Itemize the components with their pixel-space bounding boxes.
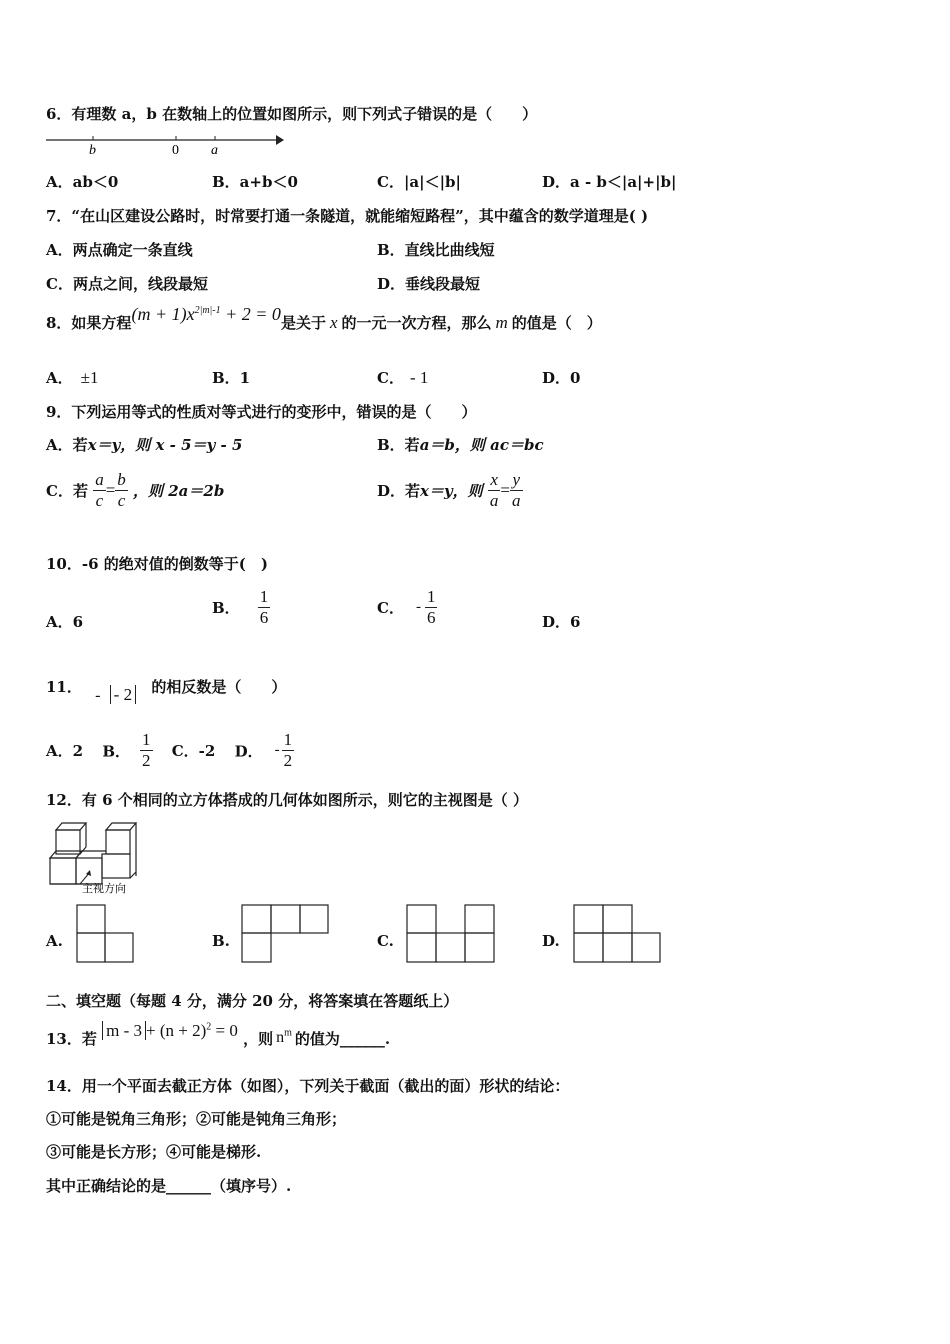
q8-option-c[interactable]: C． - 1 (377, 368, 429, 387)
q6-option-b[interactable]: B．a+b＜0 (212, 173, 298, 191)
q8-var-m: m (495, 313, 508, 332)
axis-label-zero: 0 (172, 143, 179, 158)
q7-option-b[interactable]: B．直线比曲线短 (377, 241, 495, 259)
q12-option-a-figure[interactable] (76, 904, 136, 964)
q11-option-c[interactable]: C．-2 (171, 742, 216, 760)
q11-stem: 11． - - 2 的相反数是（ ） (46, 678, 287, 704)
q9-stem: 9．下列运用等式的性质对等式进行的变形中，错误的是（ ） (46, 403, 477, 421)
q9-option-b[interactable]: B．若a＝b，则 ac＝bc (377, 436, 544, 454)
q10-b-fraction: $\frac{1}{6}$ (259, 587, 269, 627)
axis-label-b: b (89, 143, 96, 158)
q8-mid2: 的一元一次方程，那么 (341, 314, 492, 332)
q14-line-2: ③可能是长方形；④可能是梯形. (46, 1143, 262, 1161)
number-line-figure (44, 130, 294, 160)
q13-stem: 13．若 $m - 3 + (n + 2)^2 = 0$ ，则 $n^m$ 的值为______. (46, 1021, 391, 1048)
q12-option-b-figure[interactable] (241, 904, 331, 964)
q9-c-fraction-b-over-c: $\frac{b}{c}$ (117, 470, 126, 510)
q7-option-c[interactable]: C．两点之间，线段最短 (46, 275, 208, 293)
q9-d-fraction-y-over-a: $\frac{y}{a}$ (512, 470, 521, 510)
q10-option-a[interactable]: A．6 (46, 613, 84, 631)
q13-abs-expression: m - 3 (102, 1021, 146, 1040)
q12-option-c-label[interactable]: C. (377, 932, 394, 950)
q6-option-d[interactable]: D．a - b＜|a|+|b| (542, 173, 677, 191)
q12-option-d-figure[interactable] (573, 904, 663, 964)
q7-stem: 7．“在山区建设公路时，时常要打通一条隧道，就能缩短路程”，其中蕴含的数学道理是( ) (46, 207, 649, 225)
q11-option-d[interactable]: D． - $\frac{1}{2}$ (234, 730, 293, 770)
q12-view-direction-label: 主视方向 (82, 882, 126, 895)
q8-equation: $(m + 1)x^{2|m|-1} + 2 = 0$ (131, 304, 281, 324)
q8-option-b[interactable]: B．1 (212, 369, 251, 387)
q12-option-a-label[interactable]: A. (46, 932, 63, 950)
q12-option-b-label[interactable]: B. (212, 932, 230, 950)
q9-c-fraction-a-over-c: $\frac{a}{c}$ (95, 470, 104, 510)
q9-option-d[interactable]: D．若x＝y，则 $\frac{x}{a}$ = $\frac{y}{a}$ (377, 470, 521, 510)
axis-label-a: a (211, 143, 218, 158)
q12-option-c-figure[interactable] (406, 904, 496, 964)
q12-stem: 12．有 6 个相同的立方体搭成的几何体如图所示，则它的主视图是（ ） (46, 791, 528, 809)
q9-d-fraction-x-over-a: $\frac{x}{a}$ (489, 470, 499, 510)
q10-option-b[interactable]: B． $\frac{1}{6}$ (212, 587, 269, 627)
q9-option-a[interactable]: A．若x＝y，则 x - 5＝y - 5 (46, 436, 243, 454)
q7-option-d[interactable]: D．垂线段最短 (377, 275, 481, 293)
q14-line-3: 其中正确结论的是______（填序号）. (46, 1177, 292, 1195)
q12-cube-figure (46, 820, 146, 895)
q14-stem: 14．用一个平面去截正方体（如图），下列关于截面（截出的面）形状的结论： (46, 1077, 570, 1095)
q10-c-fraction: $\frac{1}{6}$ (426, 587, 436, 627)
q7-option-a[interactable]: A．两点确定一条直线 (46, 241, 193, 259)
q8-exponent: 2|m|-1 (194, 305, 221, 316)
q12-option-d-label[interactable]: D. (542, 932, 560, 950)
q11-options (46, 730, 294, 771)
section-2-title: 二、填空题（每题 4 分，满分 20 分，将答案填在答题纸上） (46, 992, 459, 1010)
q8-var-x: x (329, 313, 338, 332)
q11-abs-expression: - 2 (110, 685, 136, 704)
q10-option-c[interactable]: C． - $\frac{1}{6}$ (377, 587, 436, 627)
q11-d-fraction: $\frac{1}{2}$ (283, 730, 293, 770)
q10-stem: 10．-6 的绝对值的倒数等于( ) (46, 555, 268, 573)
q6-option-c[interactable]: C．|a|＜|b| (377, 173, 461, 191)
q8-option-d[interactable]: D．0 (542, 369, 581, 387)
q11-b-fraction: $\frac{1}{2}$ (142, 730, 151, 770)
q8-stem (46, 304, 602, 333)
q10-option-d[interactable]: D．6 (542, 613, 581, 631)
q13-square-term: + $(n + 2)^2 = 0$ (146, 1021, 238, 1040)
q6-option-a[interactable]: A．ab＜0 (46, 173, 119, 191)
q9-option-c[interactable]: C．若 $\frac{a}{c}$ = $\frac{b}{c}$ ，则 2a＝2b (46, 470, 225, 510)
q8-mid: 是关于 (280, 314, 326, 332)
q8-suffix: 的值是（ ） (511, 314, 602, 332)
q6-stem: 6．有理数 a，b 在数轴上的位置如图所示，则下列式子错误的是（ ） (46, 105, 538, 123)
q11-option-a[interactable]: A．2 (46, 742, 84, 760)
q8-option-a[interactable]: A． ±1 (46, 368, 99, 387)
q8-prefix: 8．如果方程 (46, 314, 132, 332)
q11-option-b[interactable]: B． $\frac{1}{2}$ (102, 730, 151, 770)
q14-line-1: ①可能是锐角三角形；②可能是钝角三角形； (46, 1110, 347, 1128)
q13-power: $n^m$ (276, 1027, 292, 1046)
